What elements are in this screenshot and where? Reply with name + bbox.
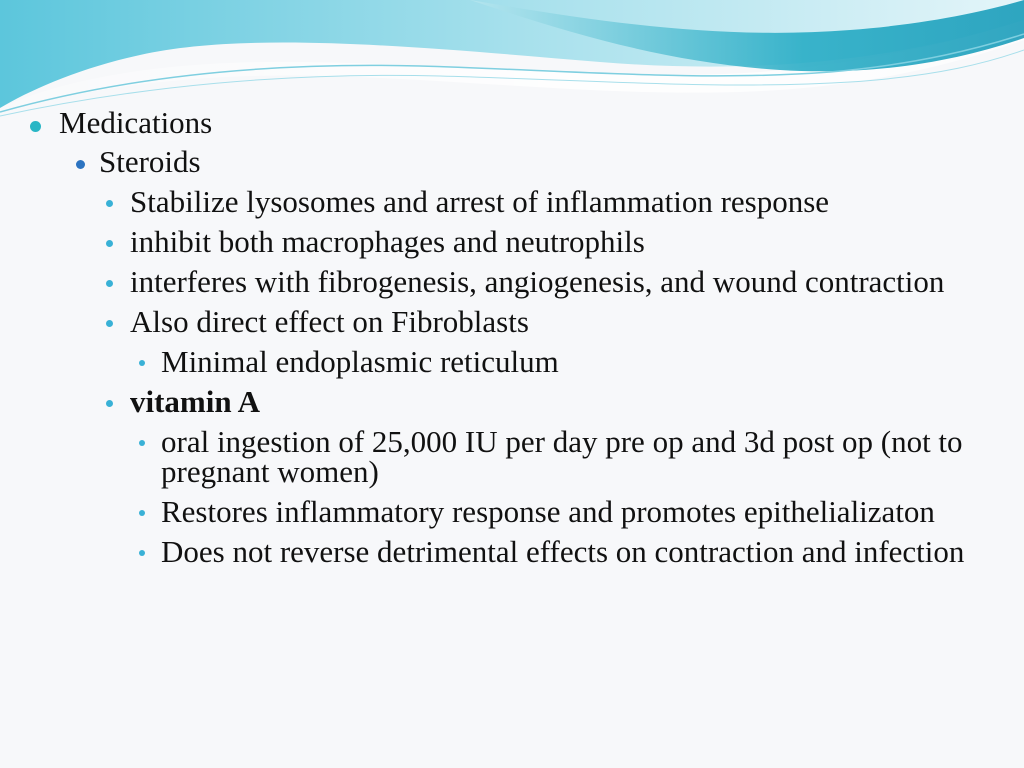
bullet-text: vitamin A: [130, 384, 261, 419]
bullet-text: Medications: [59, 105, 213, 140]
bullet-text: interferes with fibrogenesis, angiogenesis, and wound contraction: [130, 264, 945, 299]
bullet-text: Minimal endoplasmic reticulum: [161, 344, 559, 379]
bullet-item-level-3: [0, 224, 1000, 259]
bullet-item-level-3: [0, 384, 1000, 419]
bullet-text: Restores inflammatory response and promotes epithelializaton: [161, 494, 935, 529]
bullet-text: Also direct effect on Fibroblasts: [130, 304, 529, 339]
bullet-dot-icon: [139, 360, 145, 366]
bullet-dot-icon: [106, 200, 113, 207]
bullet-text: Stabilize lysosomes and arrest of inflammation response: [130, 184, 830, 219]
bullet-item-level-3: [0, 264, 1000, 299]
bullet-item-level-4: [0, 494, 1001, 529]
slide-content: [0, 105, 1024, 577]
bullet-item-level-2: [0, 144, 1024, 179]
bullet-dot-icon: [106, 400, 113, 407]
bullet-item-level-4: [0, 344, 1001, 379]
bullet-dot-icon: [30, 121, 41, 132]
bullet-text: Steroids: [99, 144, 201, 179]
bullet-dot-icon: [139, 440, 145, 446]
bullet-item-level-3: [0, 184, 1000, 219]
bullet-dot-icon: [139, 550, 145, 556]
bullet-text: oral ingestion of 25,000 IU per day pre op and 3d post op (not to pregnant women): [161, 424, 963, 489]
bullet-item-level-4: [0, 534, 1001, 569]
bullet-dot-icon: [106, 320, 113, 327]
bullet-text: Does not reverse detrimental effects on contraction and infection: [161, 534, 965, 569]
bullet-dot-icon: [106, 240, 113, 247]
bullet-text: inhibit both macrophages and neutrophils: [130, 224, 645, 259]
bullet-dot-icon: [76, 160, 85, 169]
bullet-dot-icon: [139, 510, 145, 516]
bullet-item-level-1: [0, 105, 1024, 140]
bullet-dot-icon: [106, 280, 113, 287]
bullet-item-level-3: [0, 304, 1000, 339]
bullet-item-level-4: [0, 424, 1001, 489]
